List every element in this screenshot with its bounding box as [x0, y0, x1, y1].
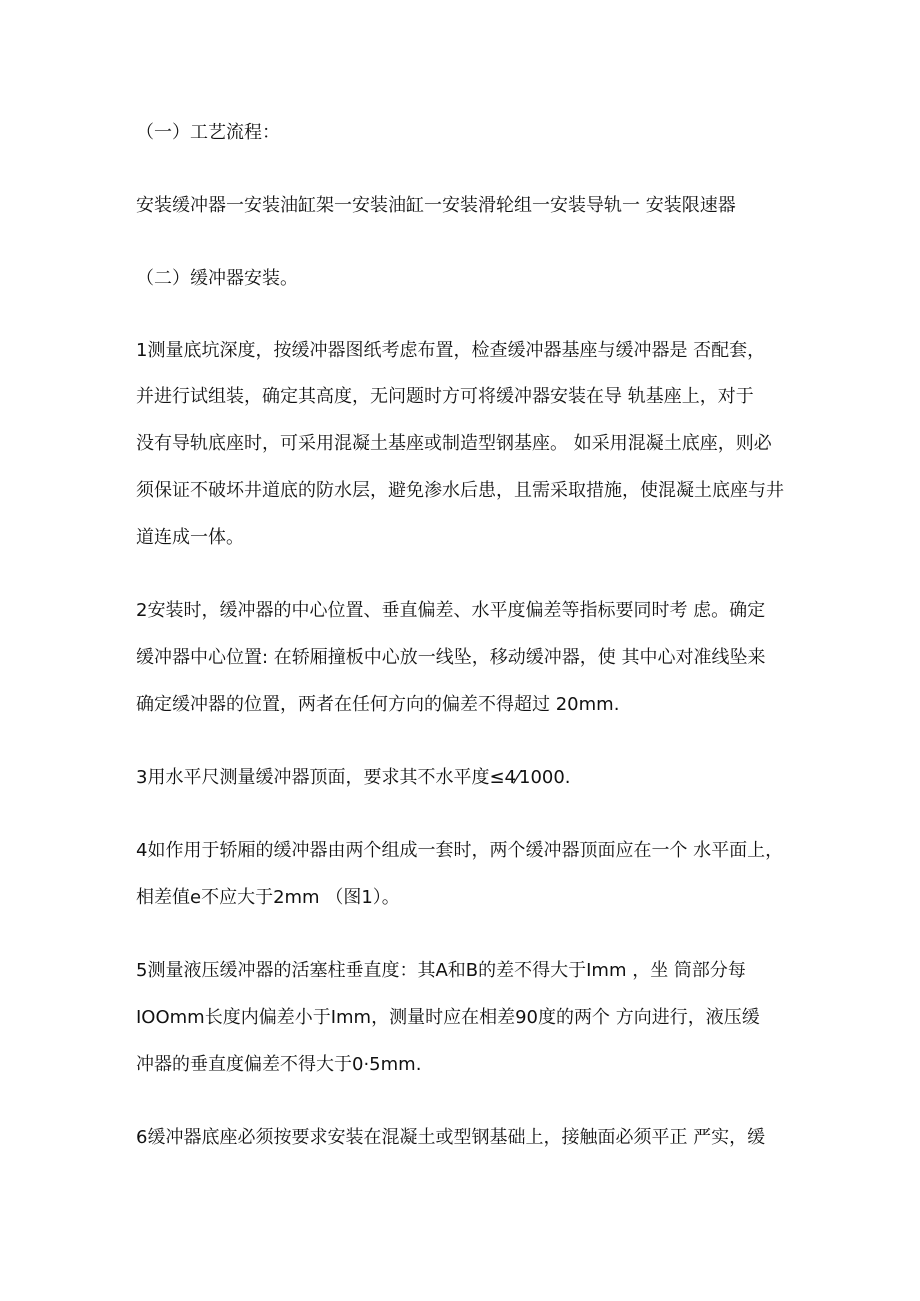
section-heading-buffer-install: （二）缓冲器安装。: [136, 268, 298, 289]
paragraph-1-line-2: 并进行试组装，确定其高度，无问题时方可将缓冲器安装在导 轨基座上，对于: [136, 386, 754, 407]
paragraph-2-line-3: 确定缓冲器的位置，两者在任何方向的偏差不得超过 20mm.: [136, 694, 620, 715]
paragraph-1-line-3: 没有导轨底座时，可采用混凝土基座或制造型钢基座。 如采用混凝土底座，则必: [136, 433, 772, 454]
paragraph-5-line-2: IOOmm长度内偏差小于Imm，测量时应在相差90度的两个 方向进行，液压缓: [136, 1007, 760, 1028]
paragraph-2-line-1: 2安装时，缓冲器的中心位置、垂直偏差、水平度偏差等指标要同时考 虑。确定: [136, 600, 766, 621]
paragraph-1-line-1: 1测量底坑深度，按缓冲器图纸考虑布置，检查缓冲器基座与缓冲器是 否配套，: [136, 340, 766, 361]
paragraph-2-line-2: 缓冲器中心位置: 在轿厢撞板中心放一线坠，移动缓冲器，使 其中心对准线坠来: [136, 647, 766, 668]
section-heading-process: （一）工艺流程：: [136, 122, 280, 143]
paragraph-3-line-1: 3用水平尺测量缓冲器顶面，要求其不水平度≤4⁄1000.: [136, 767, 571, 788]
paragraph-4-line-2: 相差值e不应大于2mm （图1）。: [136, 887, 400, 908]
process-flow-text: 安装缓冲器一安装油缸架一安装油缸一安装滑轮组一安装导轨一 安装限速器: [136, 195, 736, 216]
paragraph-5-line-1: 5测量液压缓冲器的活塞柱垂直度：其A和B的差不得大于Imm ，坐 筒部分每: [136, 960, 746, 981]
paragraph-5-line-3: 冲器的垂直度偏差不得大于0·5mm.: [136, 1054, 422, 1075]
paragraph-4-line-1: 4如作用于轿厢的缓冲器由两个组成一套时，两个缓冲器顶面应在一个 水平面上，: [136, 840, 784, 861]
paragraph-1-line-4: 须保证不破坏井道底的防水层，避免渗水后患，且需采取措施，使混凝土底座与井: [136, 480, 784, 501]
paragraph-1-line-5: 道连成一体。: [136, 527, 244, 548]
paragraph-6-line-1: 6缓冲器底座必须按要求安装在混凝土或型钢基础上，接触面必须平正 严实，缓: [136, 1127, 766, 1148]
